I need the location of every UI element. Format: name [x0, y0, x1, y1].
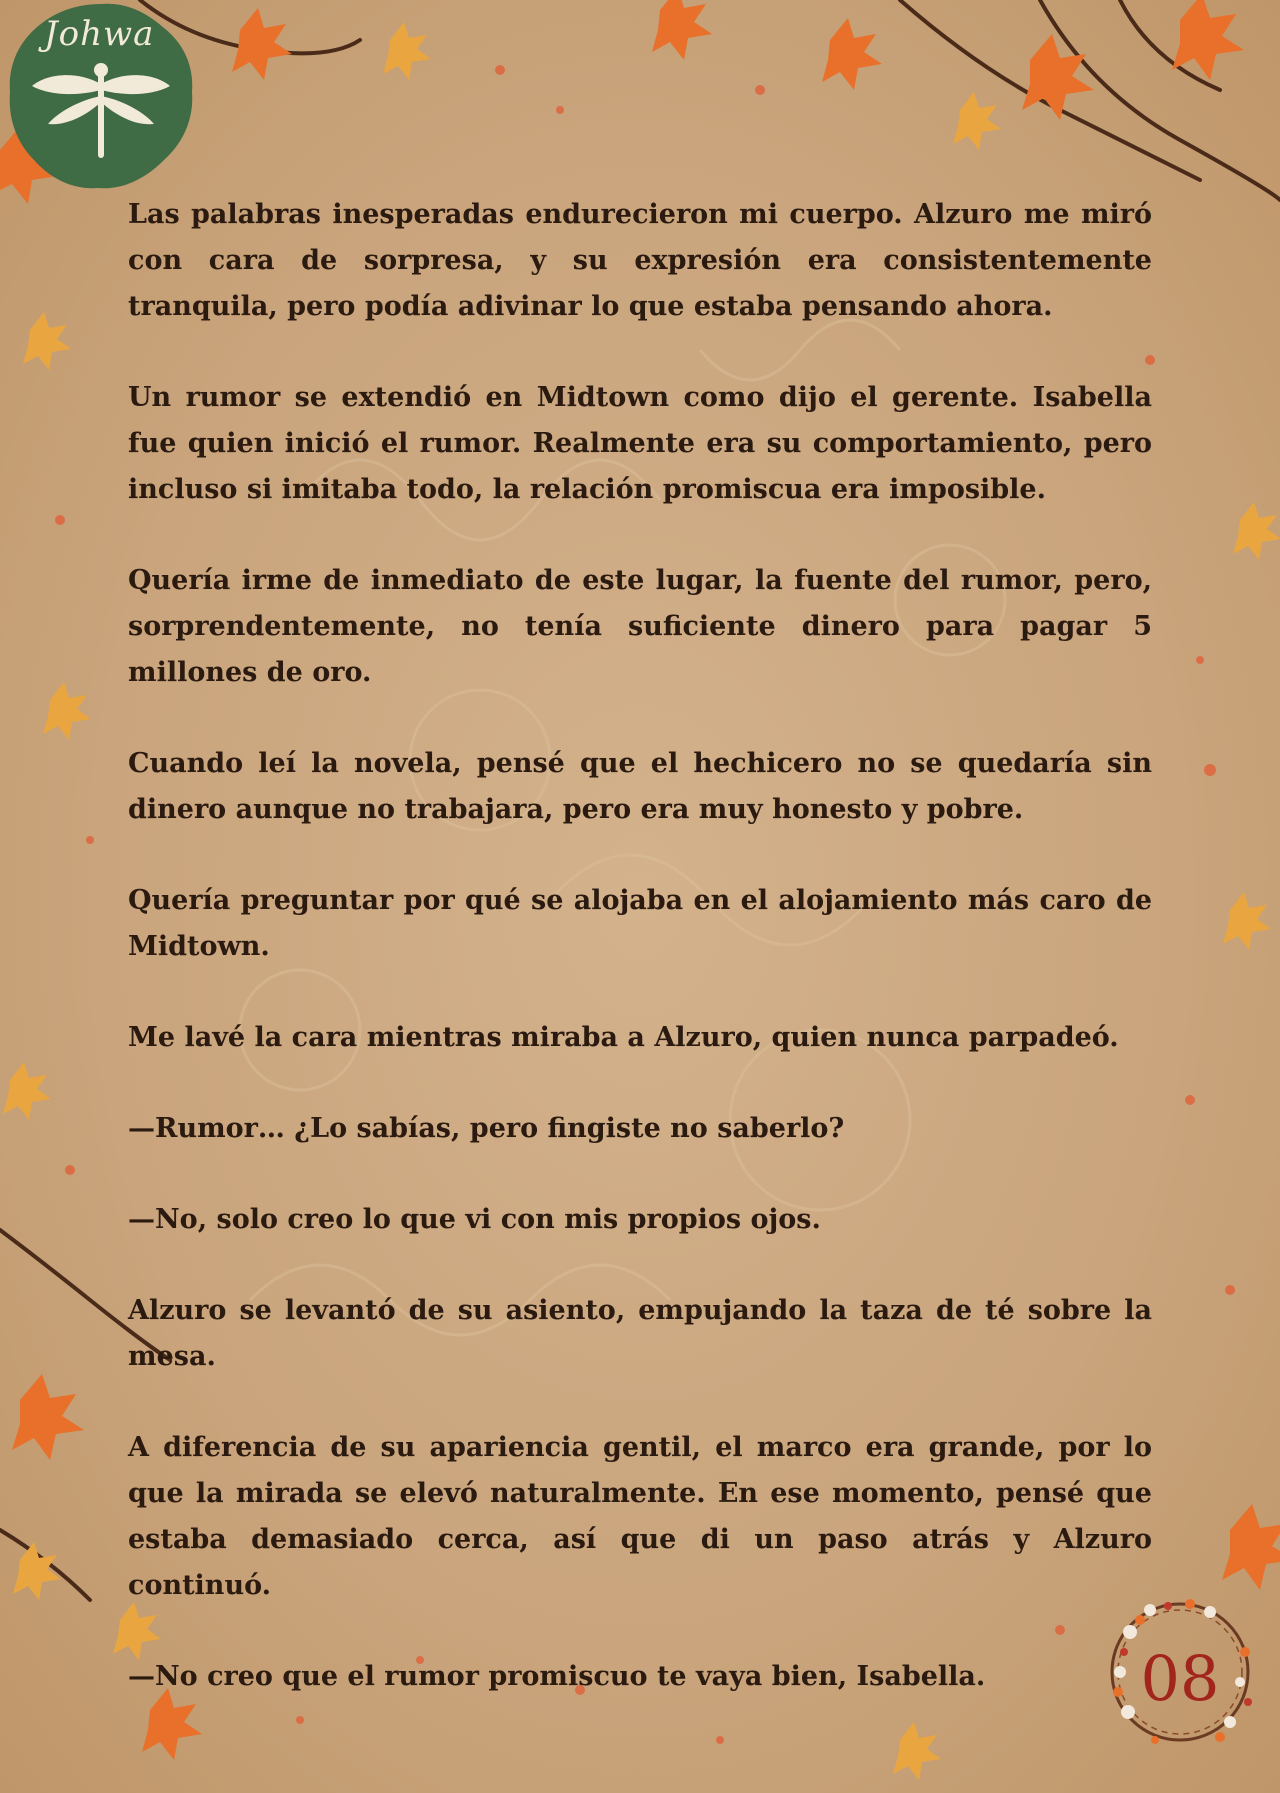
- paragraph: A diferencia de su apariencia gentil, el marco era grande, por lo que la mirada se elevó naturalmente. En ese momento, pensé que estaba demasiado cerca, así que di un paso atrás y Alzuro continuó.: [128, 1432, 1152, 1601]
- story-text: [128, 192, 1152, 1745]
- paragraph: Cuando leí la novela, pensé que el hechicero no se quedaría sin dinero aunque no trabajara, pero era muy honesto y pobre.: [128, 748, 1152, 825]
- paragraph: Quería preguntar por qué se alojaba en el alojamiento más caro de Midtown.: [128, 885, 1152, 962]
- paragraph: —No, solo creo lo que vi con mis propios ojos.: [128, 1204, 821, 1235]
- page-number-text: 08: [1140, 1642, 1220, 1715]
- paragraph: Quería irme de inmediato de este lugar, la fuente del rumor, pero, sorprendentemente, no tenía suficiente dinero para pagar 5 millones de oro.: [128, 565, 1152, 688]
- logo: [6, 0, 196, 192]
- logo-text: Johwa: [44, 14, 155, 54]
- paragraph: Las palabras inesperadas endurecieron mi cuerpo. Alzuro me miró con cara de sorpresa, y su expresión era consistentemente tranquila, pero podía adivinar lo que estaba pensando ahora.: [128, 199, 1152, 322]
- paragraph: Un rumor se extendió en Midtown como dijo el gerente. Isabella fue quien inició el rumor. Realmente era su comportamiento, pero incluso si imitaba todo, la relación promiscua era imposible.: [128, 382, 1152, 505]
- paragraph: Alzuro se levantó de su asiento, empujando la taza de té sobre la mesa.: [128, 1295, 1152, 1372]
- page-number: [1100, 1592, 1260, 1752]
- paragraph: —No creo que el rumor promiscuo te vaya bien, Isabella.: [128, 1661, 986, 1692]
- paragraph: —Rumor… ¿Lo sabías, pero fingiste no saberlo?: [128, 1113, 845, 1144]
- paragraph: Me lavé la cara mientras miraba a Alzuro, quien nunca parpadeó.: [128, 1022, 1119, 1053]
